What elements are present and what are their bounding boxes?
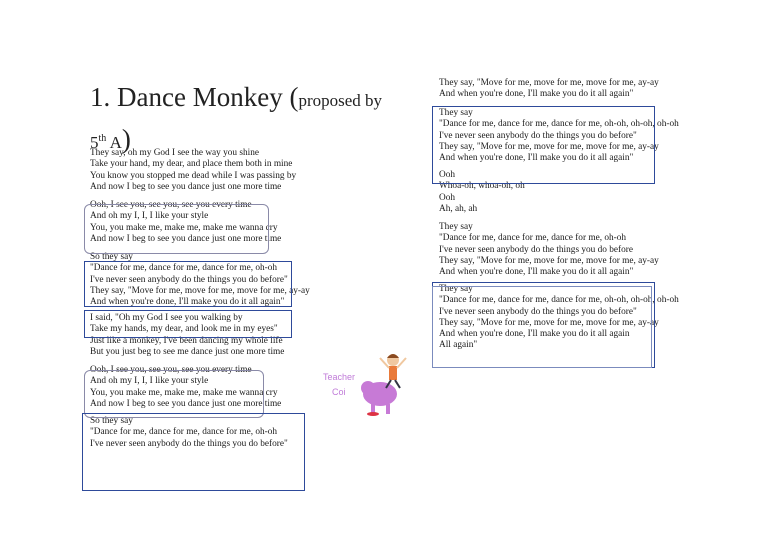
lyric-line: They say, "Move for me, move for me, move for me, ay-ay: [439, 78, 659, 88]
sticker-text-1: Teacher: [323, 372, 356, 382]
refrain-box-2: [82, 413, 305, 491]
chorus-bracket-2: [84, 370, 264, 418]
lyric-line: All again": [439, 340, 478, 351]
lyric-line: And oh my I, I, I like your style: [90, 376, 209, 387]
lyric-line: And when you're done, I'll make you do it all again": [90, 297, 285, 308]
lyric-line: I've never seen anybody do the things you do before: [439, 244, 634, 255]
lyric-line: And when you're done, I'll make you do it all again": [439, 89, 634, 100]
lyric-line: And oh my I, I, I like your style: [90, 211, 209, 222]
lyric-line: "Dance for me, dance for me, dance for me, oh-oh: [90, 263, 278, 274]
lyric-line: And now I beg to see you dance just one more time: [90, 181, 282, 192]
verse-box-2: [84, 310, 292, 338]
page-title: 1. Dance Monkey (proposed by 5th A): [90, 82, 383, 154]
dancing-monkey-icon: [318, 350, 418, 420]
lyric-line: They say, "Move for me, move for me, move for me, ay-ay: [439, 141, 659, 152]
lyric-line: I've never seen anybody do the things you do before": [439, 130, 637, 141]
lyric-line: I said, "Oh my God I see you walking by: [90, 313, 243, 323]
lyric-line: They say: [439, 108, 473, 118]
chorus-bracket-1: [84, 204, 269, 254]
lyric-line: "Dance for me, dance for me, dance for me, oh-oh, oh-oh, oh-oh: [439, 119, 679, 130]
refrain-box-1: [84, 261, 292, 307]
lyric-line: Just like a monkey, I've been dancing my whole life: [90, 335, 283, 346]
lyric-line: And now I beg to see you dance just one more time: [90, 233, 282, 244]
lyric-line: So they say: [90, 416, 133, 426]
lyric-line: Ooh, I see you, see you, see you every time: [90, 200, 252, 210]
lyric-line: They say, "Move for me, move for me, move for me, ay-ay: [439, 255, 659, 266]
lyric-line: Ooh: [439, 192, 456, 203]
lyric-line: You, you make me, make me, make me wanna cry: [90, 387, 278, 398]
lyric-line: Take my hands, my dear, and look me in my eyes": [90, 324, 278, 335]
refrain-box-3: [432, 106, 655, 184]
lyric-line: So they say: [90, 252, 133, 262]
lyric-line: "Dance for me, dance for me, dance for me, oh-oh: [439, 233, 627, 244]
lyric-line: They say, "Move for me, move for me, move for me, ay-ay: [439, 317, 659, 328]
lyric-line: I've never seen anybody do the things you do before": [90, 438, 288, 449]
teacher-sticker: [318, 350, 418, 420]
lyric-line: They say, "Move for me, move for me, move for me, ay-ay: [90, 285, 310, 296]
lyrics-refrain-4: [439, 222, 659, 278]
lyric-line: And now I beg to see you dance just one more time: [90, 398, 282, 409]
lyric-line: You know you stopped me dead while I was passing by: [90, 170, 297, 181]
lyric-line: They say: [439, 284, 473, 294]
lyric-line: Ah, ah, ah: [439, 203, 478, 214]
sticker-text-2: Coi: [332, 387, 346, 397]
lyric-line: Take your hand, my dear, and place them both in mine: [90, 159, 293, 170]
lyric-line: They say: [439, 222, 473, 232]
lyric-line: And when you're done, I'll make you do it all again: [439, 329, 630, 340]
lyrics-verse-1: [90, 148, 296, 193]
lyric-line: Ooh: [439, 170, 456, 180]
lyric-line: I've never seen anybody do the things you do before": [439, 306, 637, 317]
lyric-line: But you just beg to see me dance just one more time: [90, 346, 285, 357]
lyric-line: And when you're done, I'll make you do it all again": [439, 153, 634, 164]
lyric-line: "Dance for me, dance for me, dance for me, oh-oh, oh-oh, oh-oh: [439, 295, 679, 306]
lyric-line: Ooh, I see you, see you, see you every time: [90, 365, 252, 375]
lyric-line: Whoa-oh, whoa-oh, oh: [439, 181, 525, 192]
lyric-line: "Dance for me, dance for me, dance for me, oh-oh: [90, 427, 278, 438]
lyric-line: I've never seen anybody do the things you do before": [90, 274, 288, 285]
lyric-line: They say, oh my God I see the way you shine: [90, 148, 260, 158]
refrain-box-5-inner: [432, 286, 652, 368]
lyric-line: You, you make me, make me, make me wanna cry: [90, 222, 278, 233]
lyrics-right-top: [439, 78, 659, 101]
lyric-line: And when you're done, I'll make you do it all again": [439, 267, 634, 278]
